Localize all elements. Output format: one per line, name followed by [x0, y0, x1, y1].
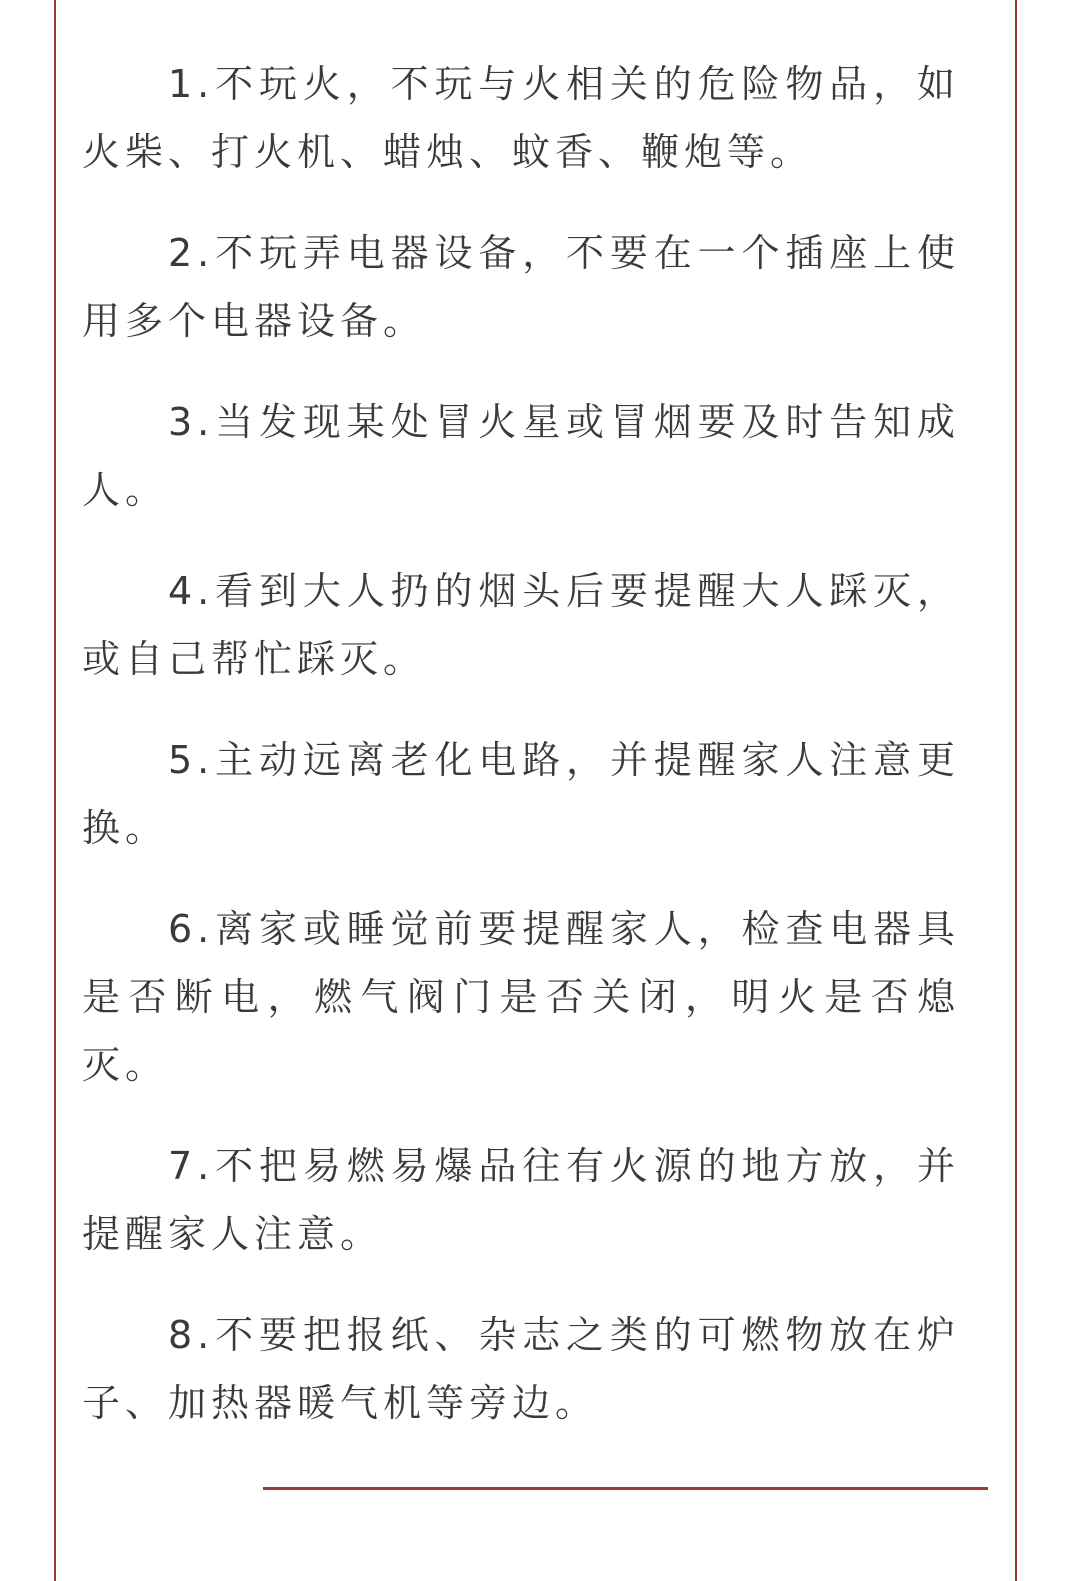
tip-item-4: 4.看到大人扔的烟头后要提醒大人踩灭，或自己帮忙踩灭。 [82, 569, 960, 681]
fire-safety-tips-list [82, 50, 960, 1470]
tip-item-7: 7.不把易燃易爆品往有火源的地方放，并提醒家人注意。 [82, 1144, 960, 1256]
tip-item-2: 2.不玩弄电器设备，不要在一个插座上使用多个电器设备。 [82, 231, 960, 343]
tip-item-5: 5.主动远离老化电路，并提醒家人注意更换。 [82, 738, 960, 850]
tip-item-3: 3.当发现某处冒火星或冒烟要及时告知成人。 [82, 400, 960, 512]
left-border-line [54, 0, 56, 1581]
tip-item-8: 8.不要把报纸、杂志之类的可燃物放在炉子、加热器暖气机等旁边。 [82, 1313, 960, 1425]
bottom-divider-line [263, 1487, 988, 1490]
right-border-line [1015, 0, 1017, 1581]
tip-item-6: 6.离家或睡觉前要提醒家人，检查电器具是否断电，燃气阀门是否关闭，明火是否熄灭。 [82, 907, 960, 1087]
tip-item-1: 1.不玩火，不玩与火相关的危险物品，如火柴、打火机、蜡烛、蚊香、鞭炮等。 [82, 62, 960, 174]
